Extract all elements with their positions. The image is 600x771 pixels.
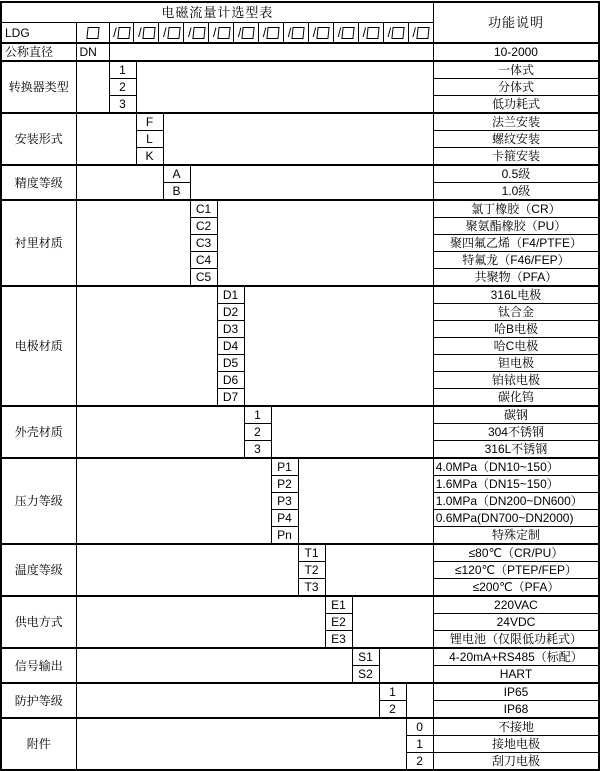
slash-glyph: / [163,24,167,40]
spacer-cell [352,596,433,648]
slash-glyph: / [212,24,217,40]
code-cell: T3 [298,579,325,597]
spacer-cell [76,200,190,286]
desc-cell: 特殊定制 [433,527,599,545]
code-cell: C3 [190,235,217,252]
spacer-cell [244,286,433,406]
box-glyph [267,27,280,39]
desc-cell: ≤200℃（PFA） [433,579,599,597]
code-cell: 1 [406,736,433,753]
slash-checkbox-icon [263,26,280,40]
code-cell: S1 [352,648,379,666]
spacer-cell [76,648,352,683]
checkbox-icon [87,25,99,39]
section-label: 供电方式 [1,596,76,648]
code-cell: P3 [271,493,298,510]
desc-cell: 分体式 [433,79,599,96]
slash-checkbox-icon [288,26,305,40]
box-glyph [167,27,180,39]
desc-cell: IP68 [433,701,599,719]
section-label: 防护等级 [1,683,76,718]
spacer-cell [76,61,109,113]
desc-cell: 哈C电极 [433,338,599,355]
desc-cell: 共聚物（PFA） [433,269,599,287]
function-desc-header: 功能说明 [433,2,599,43]
desc-cell: 接地电极 [433,736,599,753]
code-cell: D5 [217,355,244,372]
code-cell: E1 [325,596,352,614]
desc-cell: 低功耗式 [433,96,599,114]
code-cell: F [136,113,163,131]
slash-checkbox-icon [387,26,404,40]
slash-checkbox-icon [213,26,230,40]
desc-cell: HART [433,666,599,684]
code-cell: C1 [190,200,217,218]
slash-checkbox-icon [113,26,130,40]
code-cell: D1 [217,286,244,304]
code-cell: D7 [217,389,244,407]
table-title: 电磁流量计选型表 [1,2,433,23]
spacer-cell [379,648,433,683]
section-label: 电极材质 [1,286,76,406]
code-cell: 2 [379,701,406,719]
desc-cell: 碳化钨 [433,389,599,407]
code-cell: E2 [325,614,352,631]
desc-cell: 聚四氟乙烯（F4/PTFE） [433,235,599,252]
slash-glyph: / [187,24,192,40]
box-glyph [367,27,380,39]
slash-glyph: / [237,24,242,40]
box-glyph [142,27,155,39]
slash-checkbox-icon [338,26,355,40]
model-box-item [383,23,408,42]
desc-cell: 哈B电极 [433,321,599,338]
code-cell: 2 [109,79,136,96]
code-cell: T1 [298,544,325,562]
code-cell: 1 [244,406,271,424]
spacer-cell [163,113,433,165]
slash-glyph: / [262,24,267,40]
code-cell: C2 [190,218,217,235]
spacer-cell [76,406,244,458]
spacer-cell [190,165,433,200]
desc-cell: 碳钢 [433,406,599,424]
slash-glyph: / [138,24,142,40]
section-label: 安装形式 [1,113,76,165]
desc-cell: 24VDC [433,614,599,631]
model-box-item [333,23,358,42]
section-label: 精度等级 [1,165,76,200]
desc-cell: 1.0MPa（DN200~DN600） [433,493,599,510]
slash-checkbox-icon [412,26,429,40]
box-glyph [391,27,404,39]
box-glyph [342,27,355,39]
spacer-cell [76,683,379,718]
slash-glyph: / [412,24,417,40]
box-glyph [317,27,330,39]
desc-cell: 4.0MPa（DN10~150） [433,458,599,476]
code-cell: P2 [271,476,298,493]
box-glyph [242,27,255,39]
spacer-cell [76,544,298,596]
slash-glyph: / [337,24,342,40]
code-cell: E3 [325,631,352,649]
desc-cell: 钛合金 [433,304,599,321]
box-glyph [416,27,429,39]
model-boxes-cell [109,23,433,44]
slash-checkbox-icon [363,26,380,40]
model-boxes-row [110,23,433,42]
slash-glyph: / [287,24,292,40]
spacer-cell [325,544,433,596]
code-cell: A [163,165,190,183]
code-cell: Pn [271,527,298,545]
code-cell: D2 [217,304,244,321]
code-cell: K [136,148,163,166]
box-glyph [217,27,230,39]
spacer-cell [136,61,433,113]
code-cell: 0 [406,718,433,736]
code-cell: 1 [379,683,406,701]
spacer-cell [76,165,163,200]
code-cell: D4 [217,338,244,355]
desc-cell: 法兰安装 [433,113,599,131]
code-cell: S2 [352,666,379,684]
code-cell: B [163,183,190,201]
desc-cell: 316L电极 [433,286,599,304]
section-label: 衬里材质 [1,200,76,286]
spacer-cell [406,683,433,718]
section-label: 转换器类型 [1,61,76,113]
desc-cell: 不接地 [433,718,599,736]
slash-glyph: / [387,24,392,40]
desc-cell: 0.5级 [433,165,599,183]
model-box-item [183,23,208,42]
desc-cell: 锂电池（仅限低功耗式） [433,631,599,649]
section-label: 公称直径 [1,43,76,61]
desc-cell: 刮刀电极 [433,753,599,771]
code-cell: C5 [190,269,217,287]
spacer-cell [76,596,325,648]
desc-cell: 4-20mA+RS485（标配） [433,648,599,666]
section-label: 附件 [1,718,76,770]
spacer-cell [109,43,433,61]
desc-cell: 铂铱电极 [433,372,599,389]
code-cell: 3 [244,441,271,459]
desc-cell: 220VAC [433,596,599,614]
slash-glyph: / [362,24,367,40]
slash-glyph: / [113,24,117,40]
code-cell: L [136,131,163,148]
desc-cell: 10-2000 [433,43,599,61]
desc-cell: 卡箍安装 [433,148,599,166]
code-cell: T2 [298,562,325,579]
desc-cell: 一体式 [433,61,599,79]
code-cell: C4 [190,252,217,269]
spacer-cell [76,458,271,544]
model-box-item [110,23,134,42]
slash-glyph: / [312,24,317,40]
desc-cell: IP65 [433,683,599,701]
desc-cell: 304不锈钢 [433,424,599,441]
code-cell: 1 [109,61,136,79]
desc-cell: ≤80℃（CR/PU） [433,544,599,562]
code-cell: 3 [109,96,136,114]
desc-cell: 钽电极 [433,355,599,372]
spacer-cell [76,718,406,770]
code-cell: D3 [217,321,244,338]
slash-checkbox-icon [313,26,330,40]
section-label: 压力等级 [1,458,76,544]
desc-cell: 1.0级 [433,183,599,201]
desc-cell: 0.6MPa(DN700~DN2000) [433,510,599,527]
model-box-item [233,23,258,42]
code-cell: DN [76,43,109,61]
selection-table [0,1,600,771]
slash-checkbox-icon [238,26,255,40]
section-label: 信号输出 [1,648,76,683]
model-box-item [208,23,233,42]
code-cell: P1 [271,458,298,476]
model-prefix: LDG [1,23,76,44]
desc-cell: 氯丁橡胶（CR） [433,200,599,218]
model-box-item [258,23,283,42]
desc-cell: 1.6MPa（DN15~150） [433,476,599,493]
desc-cell: ≤120℃（PTEP/FEP） [433,562,599,579]
code-cell: 2 [244,424,271,441]
spacer-cell [271,406,433,458]
model-box-item [158,23,183,42]
model-box-cell [76,23,109,44]
model-box-item [408,23,433,42]
slash-checkbox-icon [138,26,155,40]
model-box-item [358,23,383,42]
desc-cell: 特氟龙（F46/FEP） [433,252,599,269]
spacer-cell [217,200,433,286]
model-box-item [133,23,158,42]
box-glyph [292,27,305,39]
desc-cell: 316L不锈钢 [433,441,599,459]
box-glyph [117,27,130,39]
section-label: 温度等级 [1,544,76,596]
spacer-cell [76,113,136,165]
box-glyph [192,27,205,39]
slash-checkbox-icon [188,26,205,40]
section-label: 外壳材质 [1,406,76,458]
spacer-cell [298,458,433,544]
spacer-cell [76,286,217,406]
desc-cell: 螺纹安装 [433,131,599,148]
code-cell: D6 [217,372,244,389]
code-cell: P4 [271,510,298,527]
slash-checkbox-icon [163,26,180,40]
model-box-item [283,23,308,42]
model-box-item [308,23,333,42]
desc-cell: 聚氨酯橡胶（PU） [433,218,599,235]
code-cell: 2 [406,753,433,771]
box-glyph [86,27,99,39]
